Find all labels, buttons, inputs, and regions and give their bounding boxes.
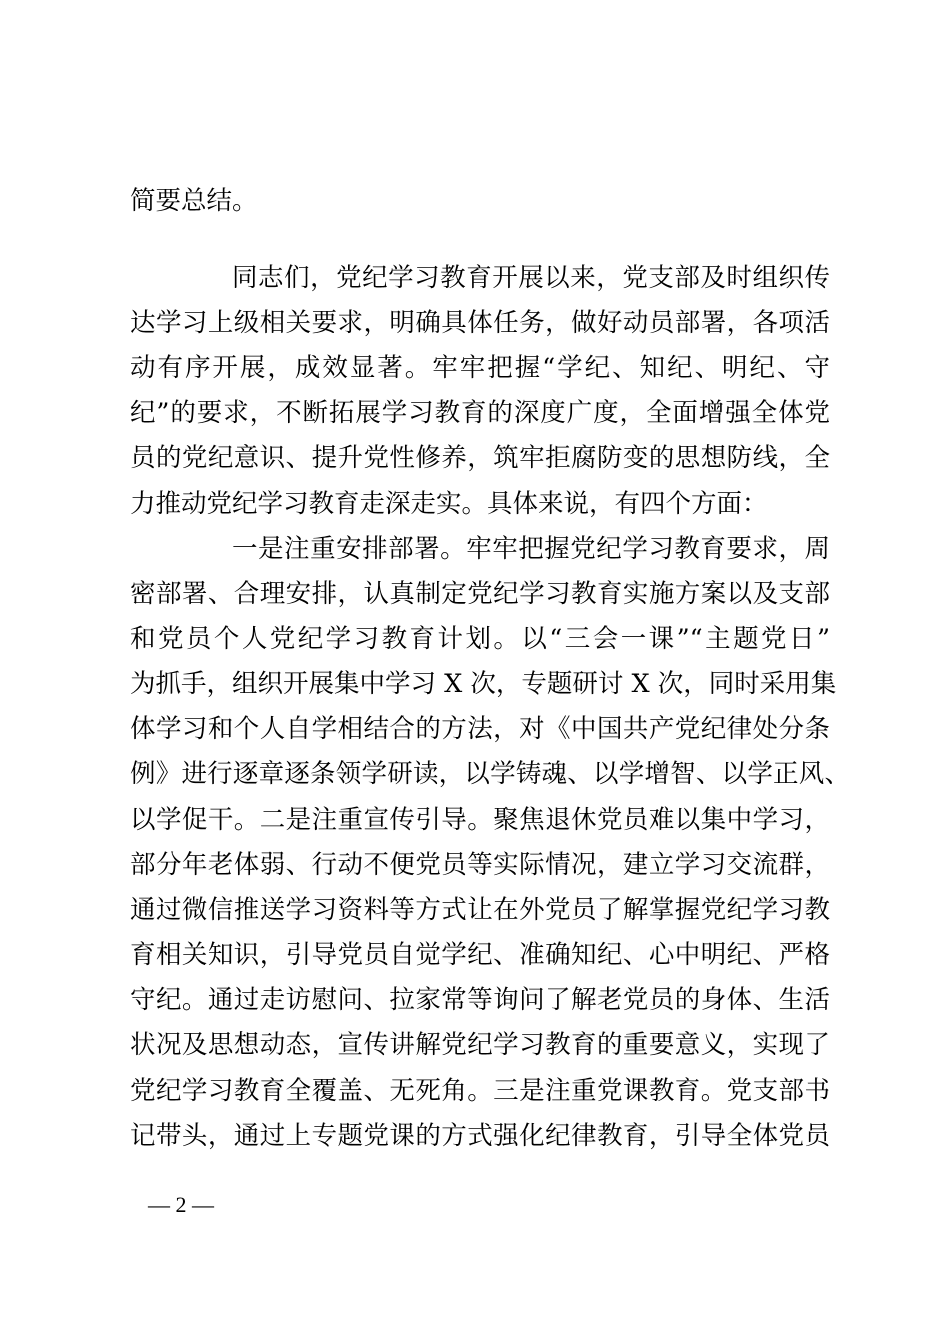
text-line: 党纪学习教育全覆盖、无死角。三是注重党课教育。党支部书 [130,1076,830,1106]
text-line: 动有序开展，成效显著。牢牢把握“学纪、知纪、明纪、守 [130,353,830,383]
text-line: 守纪。通过走访慰问、拉家常等询问了解老党员的身体、生活 [130,985,830,1015]
page-number: — 2 — [148,1192,214,1217]
text-line: 例》进行逐章逐条领学研读，以学铸魂、以学增智、以学正风、 [130,759,850,789]
text-line: 育相关知识，引导党员自觉学纪、准确知纪、心中明纪、严格 [130,940,830,970]
text-line: 以学促干。二是注重宣传引导。聚焦退休党员难以集中学习， [130,805,830,835]
text-line: 体学习和个人自学相结合的方法，对《中国共产党纪律处分条 [130,714,830,744]
text-line: 为抓手，组织开展集中学习 X 次，专题研讨 X 次，同时采用集 [130,669,837,699]
text-line: 状况及思想动态，宣传讲解党纪学习教育的重要意义，实现了 [130,1030,830,1060]
paragraph-first-line: 同志们，党纪学习教育开展以来，党支部及时组织传 [232,263,830,293]
text-line: 达学习上级相关要求，明确具体任务，做好动员部署，各项活 [130,308,830,338]
text-line: 部分年老体弱、行动不便党员等实际情况，建立学习交流群， [130,850,830,880]
text-line: 记带头，通过上专题党课的方式强化纪律教育，引导全体党员 [130,1121,830,1151]
text-line: 通过微信推送学习资料等方式让在外党员了解掌握党纪学习教 [130,895,830,925]
text-line: 员的党纪意识、提升党性修养，筑牢拒腐防变的思想防线，全 [130,443,830,473]
text-line: 力推动党纪学习教育走深走实。具体来说，有四个方面： [130,489,768,519]
text-line: 纪”的要求，不断拓展学习教育的深度广度，全面增强全体党 [130,398,830,428]
paragraph-first-line: 一是注重安排部署。牢牢把握党纪学习教育要求，周 [232,534,830,564]
text-line: 密部署、合理安排，认真制定党纪学习教育实施方案以及支部 [130,579,830,609]
text-line: 简要总结。 [130,186,258,216]
text-line: 和党员个人党纪学习教育计划。以“三会一课”“主题党日” [130,624,830,654]
